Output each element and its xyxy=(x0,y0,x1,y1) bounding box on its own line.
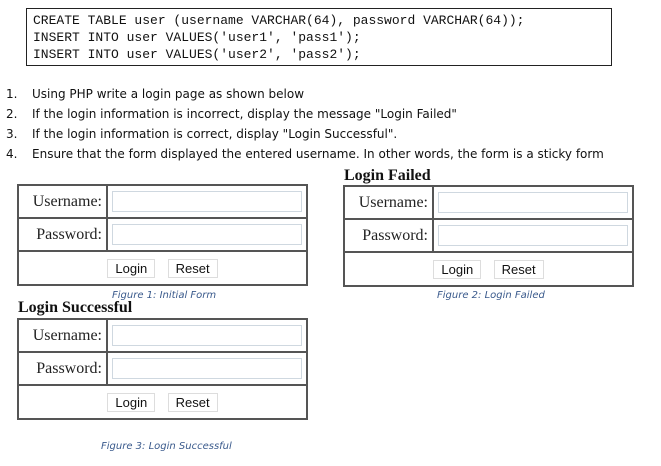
button-row xyxy=(344,252,633,286)
success-login-form xyxy=(17,318,308,420)
password-input[interactable] xyxy=(112,224,302,245)
username-input[interactable] xyxy=(438,192,628,213)
username-input[interactable] xyxy=(112,191,302,212)
username-label: Username: xyxy=(18,319,107,352)
login-button[interactable]: Login xyxy=(107,393,155,412)
figure-2-caption: Figure 2: Login Failed xyxy=(437,290,545,301)
instruction-number: 4. xyxy=(6,147,18,161)
figure-3-caption: Figure 3: Login Successful xyxy=(101,441,232,452)
username-label: Username: xyxy=(18,185,107,218)
instruction-item xyxy=(6,144,656,164)
login-failed-heading: Login Failed xyxy=(344,167,431,184)
username-input[interactable] xyxy=(112,325,302,346)
login-button[interactable]: Login xyxy=(433,260,481,279)
instruction-text: Ensure that the form displayed the entered username. In other words, the form is a sticky form xyxy=(32,147,604,161)
instruction-number: 2. xyxy=(6,107,18,121)
button-row xyxy=(18,251,307,285)
reset-button[interactable]: Reset xyxy=(168,393,218,412)
instruction-number: 1. xyxy=(6,87,18,101)
code-line: INSERT INTO user VALUES('user2', 'pass2'); xyxy=(33,47,361,62)
sql-code-box xyxy=(26,8,612,66)
login-button[interactable]: Login xyxy=(107,259,155,278)
username-label: Username: xyxy=(344,186,433,219)
instruction-number: 3. xyxy=(6,127,18,141)
figure-1-caption: Figure 1: Initial Form xyxy=(112,290,217,301)
instruction-item xyxy=(6,104,656,124)
reset-button[interactable]: Reset xyxy=(494,260,544,279)
instruction-item xyxy=(6,84,656,104)
instruction-list xyxy=(6,84,656,164)
login-successful-heading: Login Successful xyxy=(18,299,133,316)
reset-button[interactable]: Reset xyxy=(168,259,218,278)
instruction-item xyxy=(6,124,656,144)
button-row xyxy=(18,385,307,419)
password-input[interactable] xyxy=(438,225,628,246)
password-label: Password: xyxy=(344,219,433,252)
password-input[interactable] xyxy=(112,358,302,379)
code-line: INSERT INTO user VALUES('user1', 'pass1'); xyxy=(33,30,361,45)
code-line: CREATE TABLE user (username VARCHAR(64), password VARCHAR(64)); xyxy=(33,13,525,28)
instruction-text: If the login information is incorrect, display the message "Login Failed" xyxy=(32,107,457,121)
initial-login-form xyxy=(17,184,308,286)
instruction-text: If the login information is correct, display "Login Successful". xyxy=(32,127,398,141)
password-label: Password: xyxy=(18,218,107,251)
password-label: Password: xyxy=(18,352,107,385)
failed-login-form xyxy=(343,185,634,287)
instruction-text: Using PHP write a login page as shown below xyxy=(32,87,305,101)
